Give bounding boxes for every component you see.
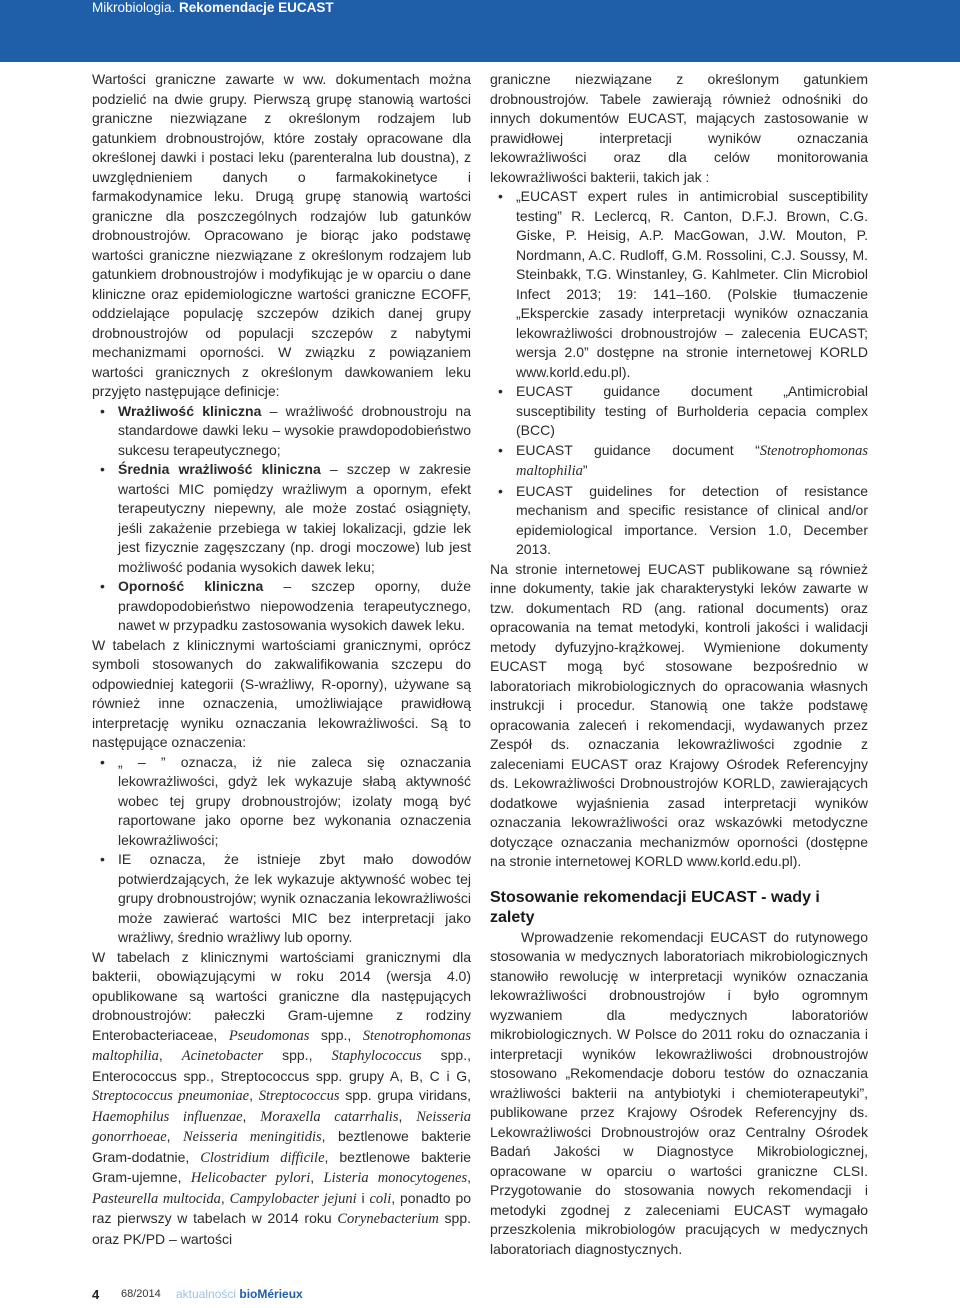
- issue-number: 68/2014: [121, 1288, 161, 1300]
- paragraph: Wartości graniczne zawarte w ww. dokumentach można podzielić na dwie grupy. Pierwszą grupę stanowią wartości graniczne niezwiązane z określonym rodzajem lub gatunkiem drobnoustrojów, które zostały opracowane dla określonej dawki i postaci leku (parenteralna lub doustna), z uwzględnieniem danych o farmakokinetyce i farmakodynamice leku. Drugą grupę stanowią wartości graniczne dla poszczególnych rodzajów lub gatunków drobnoustrojów. Opracowano je biorąc jako podstawę wartości graniczne niezwiązane z określonym rodzajem lub gatunkiem drobnoustrojów i modyfikując je w oparciu o dane kliniczne oraz epidemiologiczne wartości graniczne ECOFF, oddzielające populację szczepów dzikich danej grupy drobnoustrojów od populacji szczepów z nabytymi mechanizmami oporności. W związku z powiązaniem wartości granicznych z określonym dawkowaniem leku przyjęto następujące definicje:: [92, 71, 471, 399]
- list-item: • EUCAST guidance document “Stenotrophomonas maltophilia”: [498, 441, 868, 479]
- list-item: • „ – ” oznacza, iż nie zaleca się oznaczania lekowrażliwości, gdyż lek wykazuje słabą aktywność wobec tej grupy drobnoustrojów; izolaty mogą być raportowane jako oporne bez wykonania oznaczenia lekowrażliwości;: [100, 753, 471, 848]
- paragraph: graniczne niezwiązane z określonym gatunkiem drobnoustrojów. Tabele zawierają również odnośniki do innych dokumentów EUCAST, mających zastosowanie w prawidłowej interpretacji wyników oznaczania lekowrażliwości oraz dla celów monitorowania lekowrażliwości bakterii, takich jak :: [490, 71, 868, 185]
- header-bar: [0, 0, 960, 62]
- marks-list: [92, 753, 471, 948]
- list-item: • EUCAST guidelines for detection of resistance mechanism and specific resistance of clinical and/or epidemiological importance. Version 1.0, December 2013.: [498, 482, 868, 557]
- left-column: [92, 70, 471, 1249]
- paragraph-organisms: W tabelach z klinicznymi wartościami granicznymi dla bakterii, obowiązującymi w roku 2014 (wersja 4.0) opublikowane są wartości graniczne dla następujących drobnoustrojów: pałeczki Gram-ujemne z rodziny Enterobacteriaceae, Pseudomonas spp., Stenotrophomonas maltophilia, Acinetobacter spp., Staphylococcus spp., Enterococcus spp., Streptococcus spp. grupy A, B, C i G, Streptococcus pneumoniae, Streptococcus spp. grupa viridans, Haemophilus influenzae, Moraxella catarrhalis, Neisseria gonorrhoeae, Neisseria meningitidis, beztlenowe bakterie Gram-dodatnie, Clostridium difficile, beztlenowe bakterie Gram-ujemne, Helicobacter pylori, Listeria monocytogenes, Pasteurella multocida, Campylobacter jejuni i coli, ponadto po raz pierwszy w tabelach w 2014 roku Corynebacterium spp. oraz PK/PD – wartości: [92, 948, 472, 1247]
- paragraph: Na stronie internetowej EUCAST publikowane są również inne dokumenty, takie jak charakterystyki leków zawarte w tzw. dokumentach RD (ang. rational documents) oraz opracowania na temat metodyki, kontroli jakości i walidacji metody dyfuzyjno-krążkowej. Wymienione dokumenty EUCAST mogą być stosowane bezpośrednio w laboratoriach mikrobiologicznych do opracowania własnych instrukcji i procedur. Stanowią one także podstawę opracowania zaleceń i rekomendacji, wydawanych przez Zespół ds. oznaczania lekowrażliwości zgodnie z zaleceniami EUCAST oraz Krajowy Ośrodek Referencyjny ds. Lekowrażliwości Drobnoustrojów KORLD, zawierających dodatkowe wyjaśnienia zasad interpretacji wyników oznaczania lekowrażliwości oraz wskazówki metodyczne dotyczące oznaczania mechanizmów oporności (dostępne na stronie internetowej KORLD www.korld.edu.pl).: [490, 560, 868, 869]
- definitions-list: [92, 402, 471, 636]
- list-item: • IE oznacza, że istnieje zbyt mało dowodów potwierdzających, że lek wykazuje aktywność wobec tej grupy drobnoustrojów; wynik oznaczania lekowrażliwości może zawierać wartości MIC bez interpretacji jako wrażliwy, średnio wrażliwy lub oporny.: [100, 851, 471, 945]
- list-item: • Oporność kliniczna – szczep oporny, duże prawdopodobieństwo niepowodzenia terapeutycznego, nawet w przypadku zastosowania wysokich dawek leku.: [100, 578, 471, 633]
- paragraph: W tabelach z klinicznymi wartościami granicznymi, oprócz symboli stosowanych do zakwalifikowania szczepu do odpowiedniej kategorii (S-wrażliwy, R-oporny), używane są również inne oznaczenia, umożliwiające prawidłową interpretację wyniku oznaczania lekowrażliwości. Są to następujące oznaczenia:: [92, 636, 471, 750]
- section-heading: Stosowanie rekomendacji EUCAST - wady i zalety: [490, 888, 820, 926]
- references-list: [490, 187, 868, 560]
- footer: [0, 1284, 960, 1308]
- right-column: [490, 70, 868, 1259]
- list-item: • Średnia wrażliwość kliniczna – szczep w zakresie wartości MIC pomiędzy wrażliwym a opornym, efekt terapeutyczny niepewny, ale może zostać osiągnięty, jeśli zakażenie przebiega w takiej lokalizacji, gdzie lek jest fizycznie zagęszczany (np. drogi moczowe) lub jest możliwość podania wysokich dawek leku;: [100, 461, 471, 575]
- list-item: • „EUCAST expert rules in antimicrobial susceptibility testing” R. Leclercq, R. Canton, D.F.J. Brown, C.G. Giske, P. Heisig, A.P. MacGowan, J.W. Mouton, P. Nordmann, A.C. Rudloff, G.M. Rossolini, C.J. Soussy, M. Steinbakk, T.G. Winstanley, G. Kahlmeter. Clin Microbiol Infect 2013; 19: 141–160. (Polskie tłumaczenie „Eksperckie zasady interpretacji wyników oznaczania lekowrażliwości drobnoustrojów – zalecenia EUCAST; wersja 2.0” dostępne na stronie internetowej KORLD www.korld.edu.pl).: [498, 188, 868, 380]
- page-number: 4: [92, 1287, 100, 1302]
- page-header-title: Mikrobiologia. Rekomendacje EUCAST: [92, 0, 334, 15]
- list-item: • EUCAST guidance document „Antimicrobial susceptibility testing of Burholderia cepacia complex (BCC): [498, 383, 868, 438]
- paragraph: Wprowadzenie rekomendacji EUCAST do rutynowego stosowania w medycznych laboratoriach mikrobiologicznych stanowiło rewolucję w interpretacji wyników oznaczania lekowrażliwości drobnoustrojów i było ogromnym wyzwaniem dla medycznych laboratoriów mikrobiologicznych. W Polsce do 2011 roku do oznaczania i interpretacji wyników lekowrażliwości drobnoustrojów stosowano „Rekomendacje doboru testów do oznaczania wrażliwości bakterii na antybiotyki i chemioterapeutyki”, publikowane przez Krajowy Ośrodek Referencyjny ds. Lekowrażliwości Drobnoustrojów oraz Centralny Ośrodek Badań Jakości w Diagnostyce Mikrobiologicznej, opracowane w oparciu o wartości graniczne CLSI. Przygotowanie do stosowania nowych rekomendacji i metodyki zgodnej z zaleceniami EUCAST wymagało przeszkolenia mikrobiologów pracujących w medycznych laboratoriach diagnostycznych.: [490, 928, 868, 1257]
- list-item: • Wrażliwość kliniczna – wrażliwość drobnoustroju na standardowe dawki leku – wysokie prawdopodobieństwo sukcesu terapeutycznego;: [100, 402, 471, 458]
- publication-brand: aktualności bioMérieux: [176, 1287, 303, 1301]
